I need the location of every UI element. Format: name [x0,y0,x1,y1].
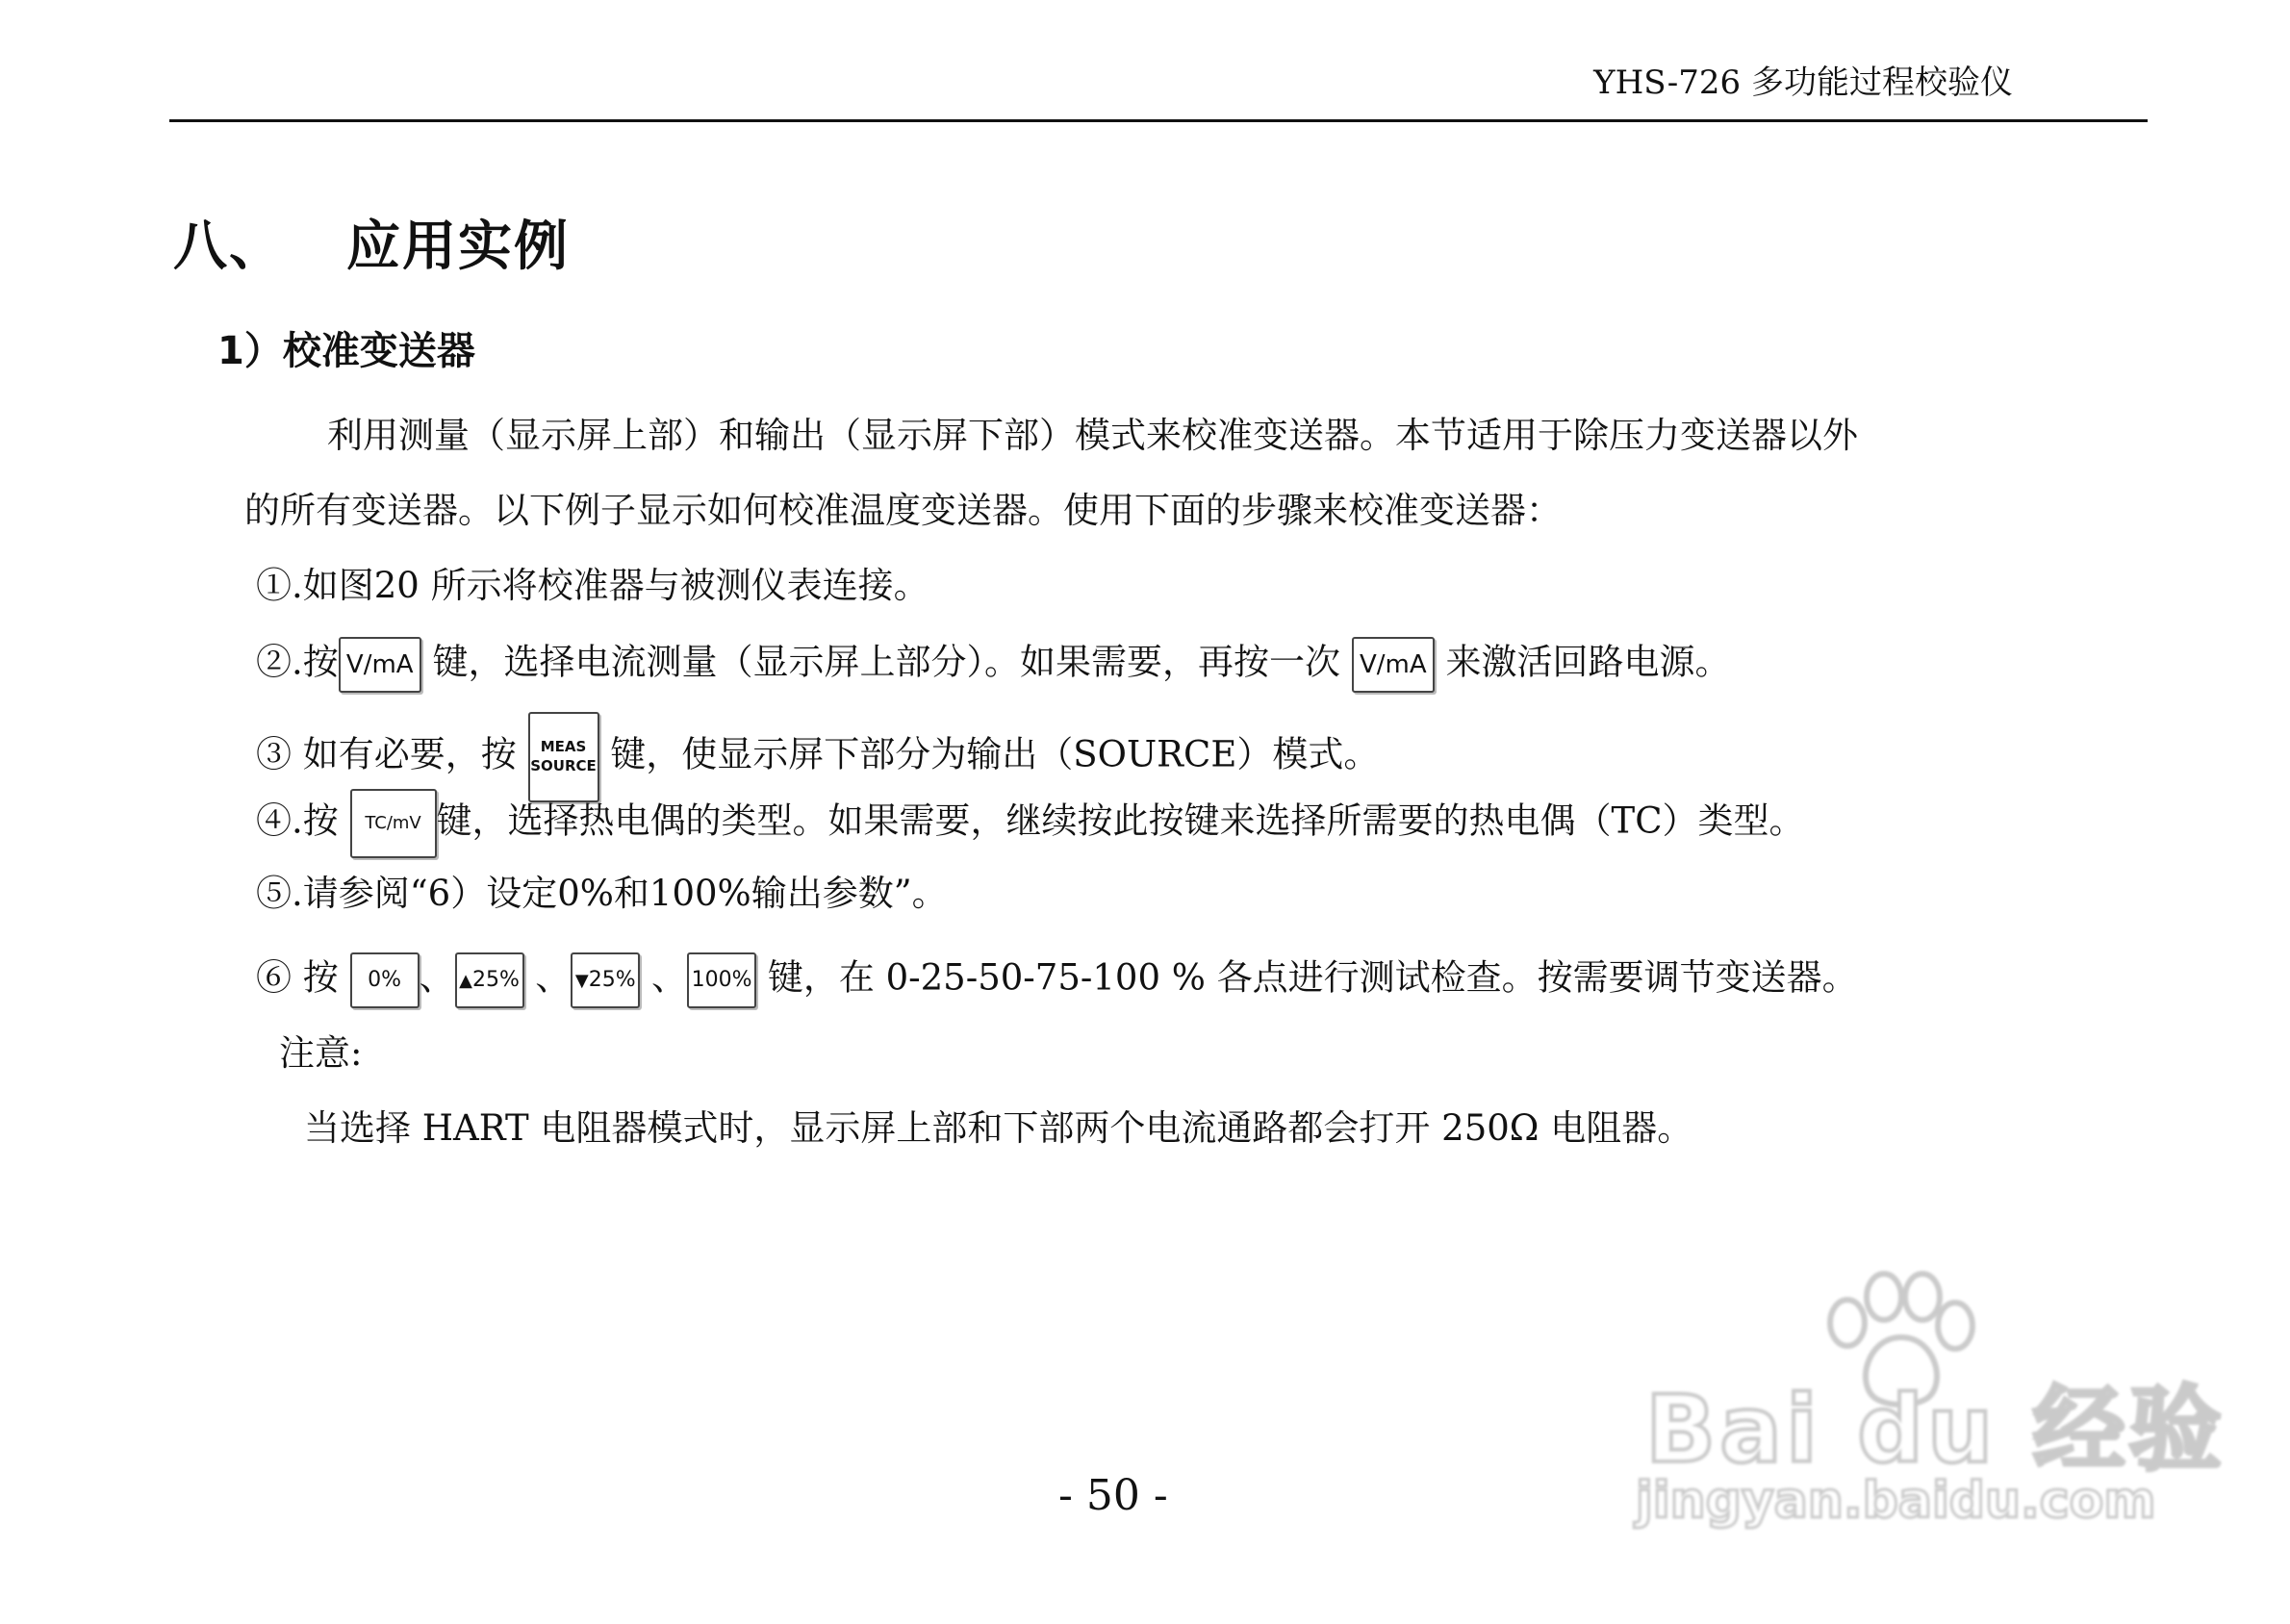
down-25-percent-key [571,952,640,1008]
source-label: SOURCE [530,757,597,774]
intro-line-1: 利用测量（显示屏上部）和输出（显示屏下部）模式来校准变送器。本节适用于除压力变送器以外 [327,415,1858,456]
intro-line-2: 的所有变送器。以下例子显示如何校准温度变送器。使用下面的步骤来校准变送器： [244,490,1562,531]
section-title [173,214,570,281]
note-body: 当选择 HART 电阻器模式时，显示屏上部和下部两个电流通路都会打开 250Ω 电阻器。 [304,1107,1693,1149]
vma-key: V/mA [339,637,421,693]
step-1: ①.如图20 所示将校准器与被测仪表连接。 [256,565,929,606]
watermark-brand: Bai du 经验 [1645,1376,2226,1484]
header-rule [169,119,2148,122]
note-label: 注意: [279,1032,363,1074]
down-25-label: 25% [588,968,636,992]
step-6-pre: ⑥ 按 [256,956,350,999]
separator: 、 [640,956,688,999]
step-3-pre: ③ 如有必要，按 [256,733,528,775]
vma-key-2: V/mA [1352,637,1435,693]
up-25-label: 25% [472,968,520,992]
section-number: 八、 [173,216,285,278]
step-4-pre: ④.按 [256,799,350,842]
baidu-watermark [1636,1270,2226,1559]
separator: 、 [523,956,572,999]
tc-mv-key: TC/mV [350,789,437,858]
step-2-post: 来激活回路电源。 [1434,641,1731,683]
triangle-down-icon: ▼ [574,971,589,991]
page-number: - 50 - [1058,1471,1168,1520]
hundred-percent-key: 100% [687,952,756,1008]
separator: 、 [419,956,455,999]
step-4-post: 键，选择热电偶的类型。如果需要，继续按此按键来选择所需要的热电偶（TC）类型。 [436,799,1805,842]
watermark-url: jingyan.baidu.com [1636,1472,2156,1530]
subsection-title: 1）校准变送器 [217,329,475,373]
step-2 [256,637,1731,693]
zero-percent-key: 0% [350,952,420,1008]
triangle-up-icon: ▲ [459,971,472,991]
section-heading: 应用实例 [346,216,570,278]
step-4 [256,789,1805,858]
step-5: ⑤.请参阅“6）设定0%和100%输出参数”。 [256,873,948,914]
step-6-post: 键，在 0-25-50-75-100 % 各点进行测试检查。按需要调节变送器。 [756,956,1858,999]
step-2-mid: 键，选择电流测量（显示屏上部分）。如果需要，再按一次 [420,641,1352,683]
step-3-post: 键，使显示屏下部分为输出（SOURCE）模式。 [598,733,1380,775]
up-25-percent-key [455,952,524,1008]
header-title: YHS-726 多功能过程校验仪 [1593,63,2013,102]
step-6 [256,952,1858,1008]
meas-label: MEAS [540,738,587,755]
step-2-pre: ②.按 [256,641,339,683]
